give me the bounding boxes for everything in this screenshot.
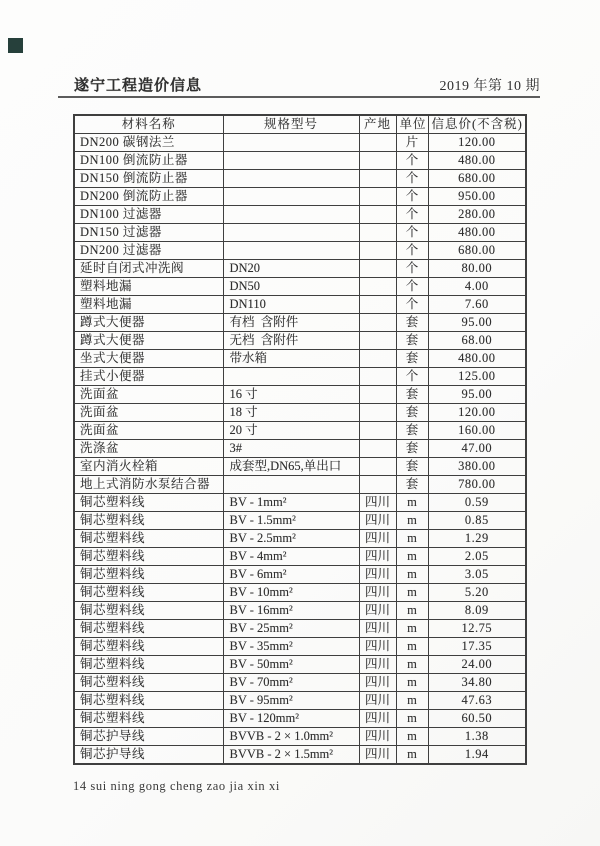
cell-material: 洗涤盆 <box>74 440 223 458</box>
cell-unit: 个 <box>396 260 428 278</box>
cell-unit: m <box>396 746 428 765</box>
cell-origin: 四川 <box>359 728 396 746</box>
table-row <box>74 224 526 242</box>
cell-spec <box>223 476 359 494</box>
table-row <box>74 350 526 368</box>
cell-material: DN200 倒流防止器 <box>74 188 223 206</box>
cell-unit: 个 <box>396 170 428 188</box>
cell-price: 480.00 <box>428 224 526 242</box>
cell-origin <box>359 170 396 188</box>
cell-origin <box>359 476 396 494</box>
cell-origin <box>359 440 396 458</box>
cell-spec: 无档 含附件 <box>223 332 359 350</box>
cell-unit: m <box>396 638 428 656</box>
cell-price: 95.00 <box>428 314 526 332</box>
cell-material: DN150 倒流防止器 <box>74 170 223 188</box>
cell-material: 铜芯塑料线 <box>74 638 223 656</box>
cell-origin: 四川 <box>359 638 396 656</box>
cell-origin <box>359 152 396 170</box>
cell-origin <box>359 332 396 350</box>
cell-origin <box>359 278 396 296</box>
cell-unit: 个 <box>396 296 428 314</box>
cell-unit: m <box>396 656 428 674</box>
cell-unit: 套 <box>396 332 428 350</box>
table-row <box>74 620 526 638</box>
cell-spec: 18 寸 <box>223 404 359 422</box>
column-header-price: 信息价(不含税) <box>428 115 526 134</box>
cell-material: DN200 碳钢法兰 <box>74 134 223 152</box>
cell-spec: BV - 25mm² <box>223 620 359 638</box>
cell-material: 铜芯塑料线 <box>74 584 223 602</box>
table-row <box>74 188 526 206</box>
page-footer: 14 sui ning gong cheng zao jia xin xi <box>73 779 280 793</box>
cell-price: 47.63 <box>428 692 526 710</box>
cell-unit: m <box>396 512 428 530</box>
table-row <box>74 368 526 386</box>
cell-material: 铜芯塑料线 <box>74 530 223 548</box>
cell-spec: BV - 4mm² <box>223 548 359 566</box>
table-row <box>74 692 526 710</box>
cell-material: 塑料地漏 <box>74 296 223 314</box>
cell-unit: 个 <box>396 368 428 386</box>
table-row <box>74 332 526 350</box>
cell-spec: BV - 70mm² <box>223 674 359 692</box>
cell-unit: m <box>396 548 428 566</box>
cell-unit: 个 <box>396 224 428 242</box>
cell-spec <box>223 224 359 242</box>
cell-spec: 20 寸 <box>223 422 359 440</box>
table-row <box>74 530 526 548</box>
table-row <box>74 152 526 170</box>
cell-price: 4.00 <box>428 278 526 296</box>
page-header <box>58 74 540 95</box>
table-row <box>74 584 526 602</box>
cell-origin: 四川 <box>359 512 396 530</box>
cell-material: 铜芯护导线 <box>74 728 223 746</box>
cell-price: 780.00 <box>428 476 526 494</box>
cell-unit: 个 <box>396 242 428 260</box>
column-header-spec: 规格型号 <box>223 115 359 134</box>
cell-material: 铜芯塑料线 <box>74 548 223 566</box>
cell-price: 5.20 <box>428 584 526 602</box>
cell-price: 47.00 <box>428 440 526 458</box>
cell-price: 7.60 <box>428 296 526 314</box>
cell-spec: BV - 10mm² <box>223 584 359 602</box>
cell-origin: 四川 <box>359 620 396 638</box>
table-row <box>74 674 526 692</box>
cell-origin: 四川 <box>359 548 396 566</box>
table-row <box>74 422 526 440</box>
cell-material: 铜芯护导线 <box>74 746 223 765</box>
price-table <box>73 114 527 765</box>
cell-material: 铜芯塑料线 <box>74 656 223 674</box>
cell-material: 坐式大便器 <box>74 350 223 368</box>
cell-origin <box>359 368 396 386</box>
cell-unit: 个 <box>396 206 428 224</box>
table-row <box>74 314 526 332</box>
column-header-unit: 单位 <box>396 115 428 134</box>
cell-material: 铜芯塑料线 <box>74 512 223 530</box>
table-row <box>74 512 526 530</box>
cell-spec: BV - 16mm² <box>223 602 359 620</box>
cell-origin <box>359 188 396 206</box>
scan-mark <box>8 38 23 53</box>
cell-price: 680.00 <box>428 242 526 260</box>
cell-price: 3.05 <box>428 566 526 584</box>
table-row <box>74 548 526 566</box>
cell-price: 480.00 <box>428 152 526 170</box>
cell-material: 铜芯塑料线 <box>74 602 223 620</box>
cell-spec: BV - 35mm² <box>223 638 359 656</box>
cell-spec <box>223 170 359 188</box>
table-row <box>74 638 526 656</box>
table-row <box>74 494 526 512</box>
cell-spec: 带水箱 <box>223 350 359 368</box>
cell-unit: 套 <box>396 422 428 440</box>
cell-spec: BV - 1mm² <box>223 494 359 512</box>
cell-price: 680.00 <box>428 170 526 188</box>
cell-spec: BV - 6mm² <box>223 566 359 584</box>
cell-unit: m <box>396 620 428 638</box>
cell-spec: BVVB - 2 × 1.0mm² <box>223 728 359 746</box>
table-row <box>74 296 526 314</box>
cell-origin: 四川 <box>359 674 396 692</box>
cell-spec: BV - 1.5mm² <box>223 512 359 530</box>
cell-unit: 套 <box>396 350 428 368</box>
cell-spec: 3# <box>223 440 359 458</box>
cell-material: DN150 过滤器 <box>74 224 223 242</box>
cell-origin <box>359 350 396 368</box>
cell-price: 68.00 <box>428 332 526 350</box>
cell-spec <box>223 188 359 206</box>
cell-origin: 四川 <box>359 710 396 728</box>
cell-unit: m <box>396 710 428 728</box>
cell-spec: 有档 含附件 <box>223 314 359 332</box>
cell-origin <box>359 386 396 404</box>
table-row <box>74 476 526 494</box>
cell-unit: 个 <box>396 152 428 170</box>
table-row <box>74 134 526 152</box>
table-row <box>74 278 526 296</box>
cell-unit: m <box>396 692 428 710</box>
cell-material: 延时自闭式冲洗阀 <box>74 260 223 278</box>
cell-unit: m <box>396 530 428 548</box>
cell-price: 17.35 <box>428 638 526 656</box>
cell-price: 480.00 <box>428 350 526 368</box>
header-rule <box>58 96 540 98</box>
table-row <box>74 170 526 188</box>
cell-origin <box>359 422 396 440</box>
table-row <box>74 260 526 278</box>
table-row <box>74 710 526 728</box>
table-row <box>74 458 526 476</box>
cell-price: 120.00 <box>428 134 526 152</box>
cell-price: 95.00 <box>428 386 526 404</box>
cell-price: 34.80 <box>428 674 526 692</box>
cell-origin: 四川 <box>359 584 396 602</box>
cell-price: 0.59 <box>428 494 526 512</box>
cell-price: 950.00 <box>428 188 526 206</box>
cell-spec <box>223 152 359 170</box>
table-header-row <box>74 115 526 134</box>
cell-origin: 四川 <box>359 566 396 584</box>
cell-material: 蹲式大便器 <box>74 314 223 332</box>
cell-unit: 套 <box>396 476 428 494</box>
cell-origin: 四川 <box>359 494 396 512</box>
cell-spec: BVVB - 2 × 1.5mm² <box>223 746 359 765</box>
cell-material: 室内消火栓箱 <box>74 458 223 476</box>
cell-spec: DN110 <box>223 296 359 314</box>
cell-material: 铜芯塑料线 <box>74 620 223 638</box>
cell-price: 60.50 <box>428 710 526 728</box>
cell-spec: DN20 <box>223 260 359 278</box>
cell-spec <box>223 134 359 152</box>
cell-price: 380.00 <box>428 458 526 476</box>
cell-origin <box>359 458 396 476</box>
table-row <box>74 602 526 620</box>
cell-price: 2.05 <box>428 548 526 566</box>
table-row <box>74 440 526 458</box>
cell-unit: 个 <box>396 188 428 206</box>
cell-origin <box>359 242 396 260</box>
cell-price: 1.29 <box>428 530 526 548</box>
cell-price: 125.00 <box>428 368 526 386</box>
cell-material: 铜芯塑料线 <box>74 566 223 584</box>
cell-price: 1.94 <box>428 746 526 765</box>
cell-material: DN200 过滤器 <box>74 242 223 260</box>
column-header-material: 材料名称 <box>74 115 223 134</box>
cell-unit: m <box>396 728 428 746</box>
table-body <box>74 134 526 765</box>
cell-unit: 套 <box>396 458 428 476</box>
cell-price: 280.00 <box>428 206 526 224</box>
cell-price: 80.00 <box>428 260 526 278</box>
cell-material: 挂式小便器 <box>74 368 223 386</box>
cell-origin <box>359 224 396 242</box>
cell-spec: BV - 50mm² <box>223 656 359 674</box>
cell-unit: 套 <box>396 440 428 458</box>
cell-unit: 套 <box>396 314 428 332</box>
table-row <box>74 206 526 224</box>
cell-spec: BV - 120mm² <box>223 710 359 728</box>
table-row <box>74 656 526 674</box>
cell-material: 洗面盆 <box>74 422 223 440</box>
cell-price: 120.00 <box>428 404 526 422</box>
cell-material: 铜芯塑料线 <box>74 674 223 692</box>
cell-origin <box>359 296 396 314</box>
cell-unit: m <box>396 584 428 602</box>
cell-origin: 四川 <box>359 530 396 548</box>
table-row <box>74 404 526 422</box>
cell-spec: BV - 95mm² <box>223 692 359 710</box>
cell-origin: 四川 <box>359 746 396 765</box>
cell-spec: DN50 <box>223 278 359 296</box>
cell-spec <box>223 242 359 260</box>
cell-unit: 套 <box>396 404 428 422</box>
cell-price: 1.38 <box>428 728 526 746</box>
cell-price: 8.09 <box>428 602 526 620</box>
cell-material: 铜芯塑料线 <box>74 692 223 710</box>
table-row <box>74 728 526 746</box>
cell-material: DN100 过滤器 <box>74 206 223 224</box>
cell-unit: m <box>396 494 428 512</box>
cell-material: 地上式消防水泵结合器 <box>74 476 223 494</box>
table-row <box>74 566 526 584</box>
cell-origin <box>359 404 396 422</box>
issue-number: 2019 年第 10 期 <box>439 79 540 94</box>
cell-material: 塑料地漏 <box>74 278 223 296</box>
cell-material: 洗面盆 <box>74 404 223 422</box>
cell-unit: m <box>396 566 428 584</box>
cell-spec: BV - 2.5mm² <box>223 530 359 548</box>
cell-spec: 成套型,DN65,单出口 <box>223 458 359 476</box>
cell-material: 铜芯塑料线 <box>74 710 223 728</box>
cell-unit: 片 <box>396 134 428 152</box>
cell-spec: 16 寸 <box>223 386 359 404</box>
cell-price: 12.75 <box>428 620 526 638</box>
cell-origin <box>359 206 396 224</box>
cell-unit: 套 <box>396 386 428 404</box>
publication-title: 遂宁工程造价信息 <box>74 78 203 94</box>
cell-material: 铜芯塑料线 <box>74 494 223 512</box>
cell-spec <box>223 206 359 224</box>
cell-material: 蹲式大便器 <box>74 332 223 350</box>
cell-origin <box>359 314 396 332</box>
cell-origin: 四川 <box>359 692 396 710</box>
table-row <box>74 746 526 765</box>
cell-price: 160.00 <box>428 422 526 440</box>
cell-price: 24.00 <box>428 656 526 674</box>
cell-unit: 个 <box>396 278 428 296</box>
cell-origin <box>359 134 396 152</box>
column-header-origin: 产地 <box>359 115 396 134</box>
cell-unit: m <box>396 602 428 620</box>
cell-spec <box>223 368 359 386</box>
table-row <box>74 386 526 404</box>
cell-price: 0.85 <box>428 512 526 530</box>
cell-origin: 四川 <box>359 602 396 620</box>
cell-material: DN100 倒流防止器 <box>74 152 223 170</box>
cell-origin: 四川 <box>359 656 396 674</box>
cell-material: 洗面盆 <box>74 386 223 404</box>
cell-unit: m <box>396 674 428 692</box>
cell-origin <box>359 260 396 278</box>
table-row <box>74 242 526 260</box>
